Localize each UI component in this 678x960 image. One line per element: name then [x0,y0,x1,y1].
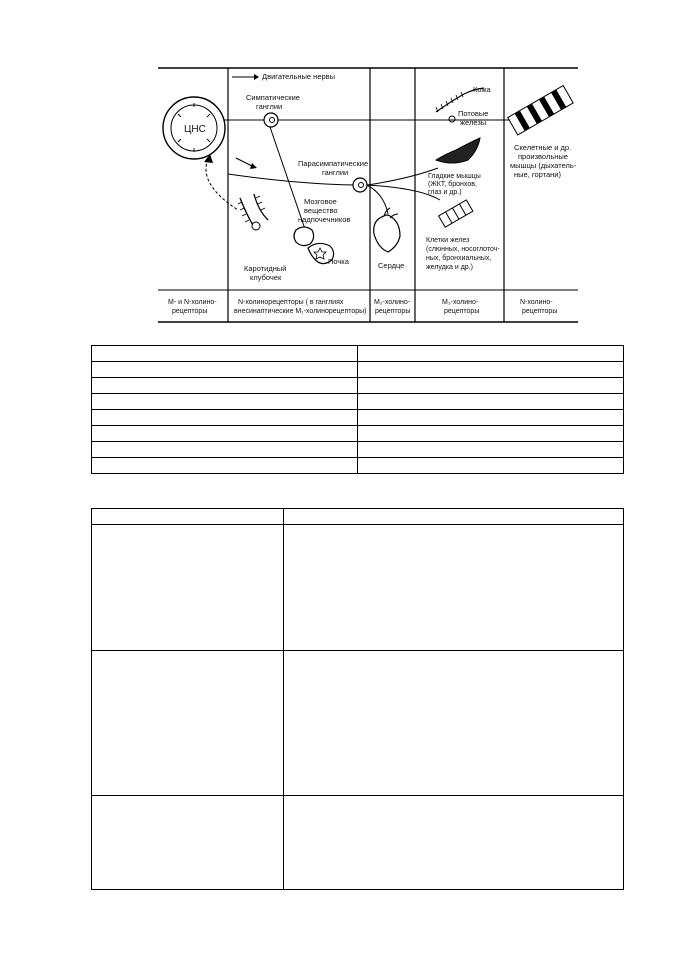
receptor-label-1b: рецепторы [172,308,208,315]
table-cell[interactable] [358,410,624,426]
sympathetic-ganglia-label-1: Симпатические [246,93,300,102]
receptor-label-3a: М₂-холино- [374,299,411,306]
receptor-label-2a: N-холинорецепторы ( в ганглиях [238,299,344,306]
table-row [92,796,624,890]
skeletal-muscles-label-1: Скелетные и др. [514,143,572,152]
table-row [92,346,624,362]
gland-cells-label-2: (слюнных, носоглоточ- [426,246,500,253]
motor-nerves-label: Двигательные нервы [262,72,336,81]
sympathetic-ganglion [264,113,278,127]
skeletal-muscles-label-4: ные, гортани) [514,170,561,179]
adrenal-gland-icon [294,227,314,246]
table-cell[interactable] [358,426,624,442]
skeletal-muscles-label-2: произвольные [518,152,568,161]
gland-cells-icon [439,200,473,227]
cholinoreceptor-diagram [158,64,578,326]
table-row [92,378,624,394]
table-cell[interactable] [92,458,358,474]
table-cell[interactable] [92,426,358,442]
carotid-body-label-1: Каротидный [244,264,287,273]
table-cell[interactable] [358,394,624,410]
table-cell[interactable] [92,362,358,378]
receptor-label-2b: внесинаптические М₁-холинорецепторы) [234,308,367,315]
receptor-label-4b: рецепторы [444,308,480,315]
adrenal-medulla-label-2: вещество [304,206,338,215]
table-cell[interactable] [358,346,624,362]
table-row [92,442,624,458]
parasympathetic-ganglia-label-1: Парасимпатические [298,159,369,168]
table-cell[interactable] [92,442,358,458]
table-row [92,426,624,442]
blank-table-two-column [91,345,624,474]
sympathetic-ganglia-label-2: ганглии [256,102,283,111]
table-cell[interactable] [92,525,284,651]
table-cell[interactable] [92,346,358,362]
blank-table-notes [91,508,624,890]
parasympathetic-ganglia-label-2: ганглии [322,168,349,177]
table-row [92,651,624,796]
gland-cells-label-1: Клетки желез [426,237,470,244]
parasympathetic-ganglion [353,178,367,192]
skeletal-muscles-label-3: мышцы (дыхатель- [510,161,577,170]
cns-dashed-line [206,159,238,210]
carotid-glomus [252,222,260,230]
receptor-label-5a: N-холино- [520,299,553,306]
heart-label: Сердце [378,261,405,270]
table-row [92,525,624,651]
sweat-glands-label-1: Потовые [458,109,489,118]
table-row [92,362,624,378]
adrenal-medulla-label-1: Мозговое [304,197,337,206]
table-cell[interactable] [358,362,624,378]
skeletal-muscle-icon [508,86,573,135]
table-row [92,410,624,426]
table-cell[interactable] [92,410,358,426]
sweat-gland-icon [449,116,455,122]
adrenal-medulla-label-3: надпочечников [298,215,351,224]
table-cell[interactable] [358,442,624,458]
smooth-muscles-label-1: Гладкие мышцы [428,173,481,180]
table-cell[interactable] [283,509,623,525]
table-row [92,394,624,410]
table-cell[interactable] [92,378,358,394]
smooth-muscles-label-2: (ЖКТ, бронхов, [428,181,477,188]
table-cell[interactable] [92,651,284,796]
parasympathetic-arrowhead [250,163,257,169]
table-cell[interactable] [92,394,358,410]
sweat-glands-label-2: железы [460,118,487,127]
table-cell[interactable] [283,796,623,890]
parasympathetic-arrow [236,158,252,166]
table-row [92,458,624,474]
skin-label: Кожа [473,85,491,94]
gland-cells-label-4: желудка и др.) [426,264,473,271]
receptor-label-3b: рецепторы [375,308,411,315]
carotid-body-hatch [238,196,265,222]
kidney-label: Почка [328,257,349,266]
receptor-label-4a: М₃-холино- [442,299,479,306]
motor-nerve-arrowhead [254,74,259,80]
table-cell[interactable] [358,458,624,474]
table-header-row [92,509,624,525]
cns-label: ЦНС [184,124,206,135]
table-cell[interactable] [92,796,284,890]
table-cell[interactable] [283,525,623,651]
gland-cells-label-3: ных, бронхиальных, [426,255,492,262]
carotid-body-label-2: клубочек [250,273,282,282]
smooth-muscle-icon [436,138,480,163]
smooth-muscles-label-3: глаз и др.) [428,189,462,196]
receptor-label-1a: М- и N-холино- [168,299,217,306]
table-cell[interactable] [92,509,284,525]
heart-icon [374,215,400,252]
table-cell[interactable] [358,378,624,394]
receptor-label-5b: рецепторы [522,308,558,315]
table-cell[interactable] [283,651,623,796]
